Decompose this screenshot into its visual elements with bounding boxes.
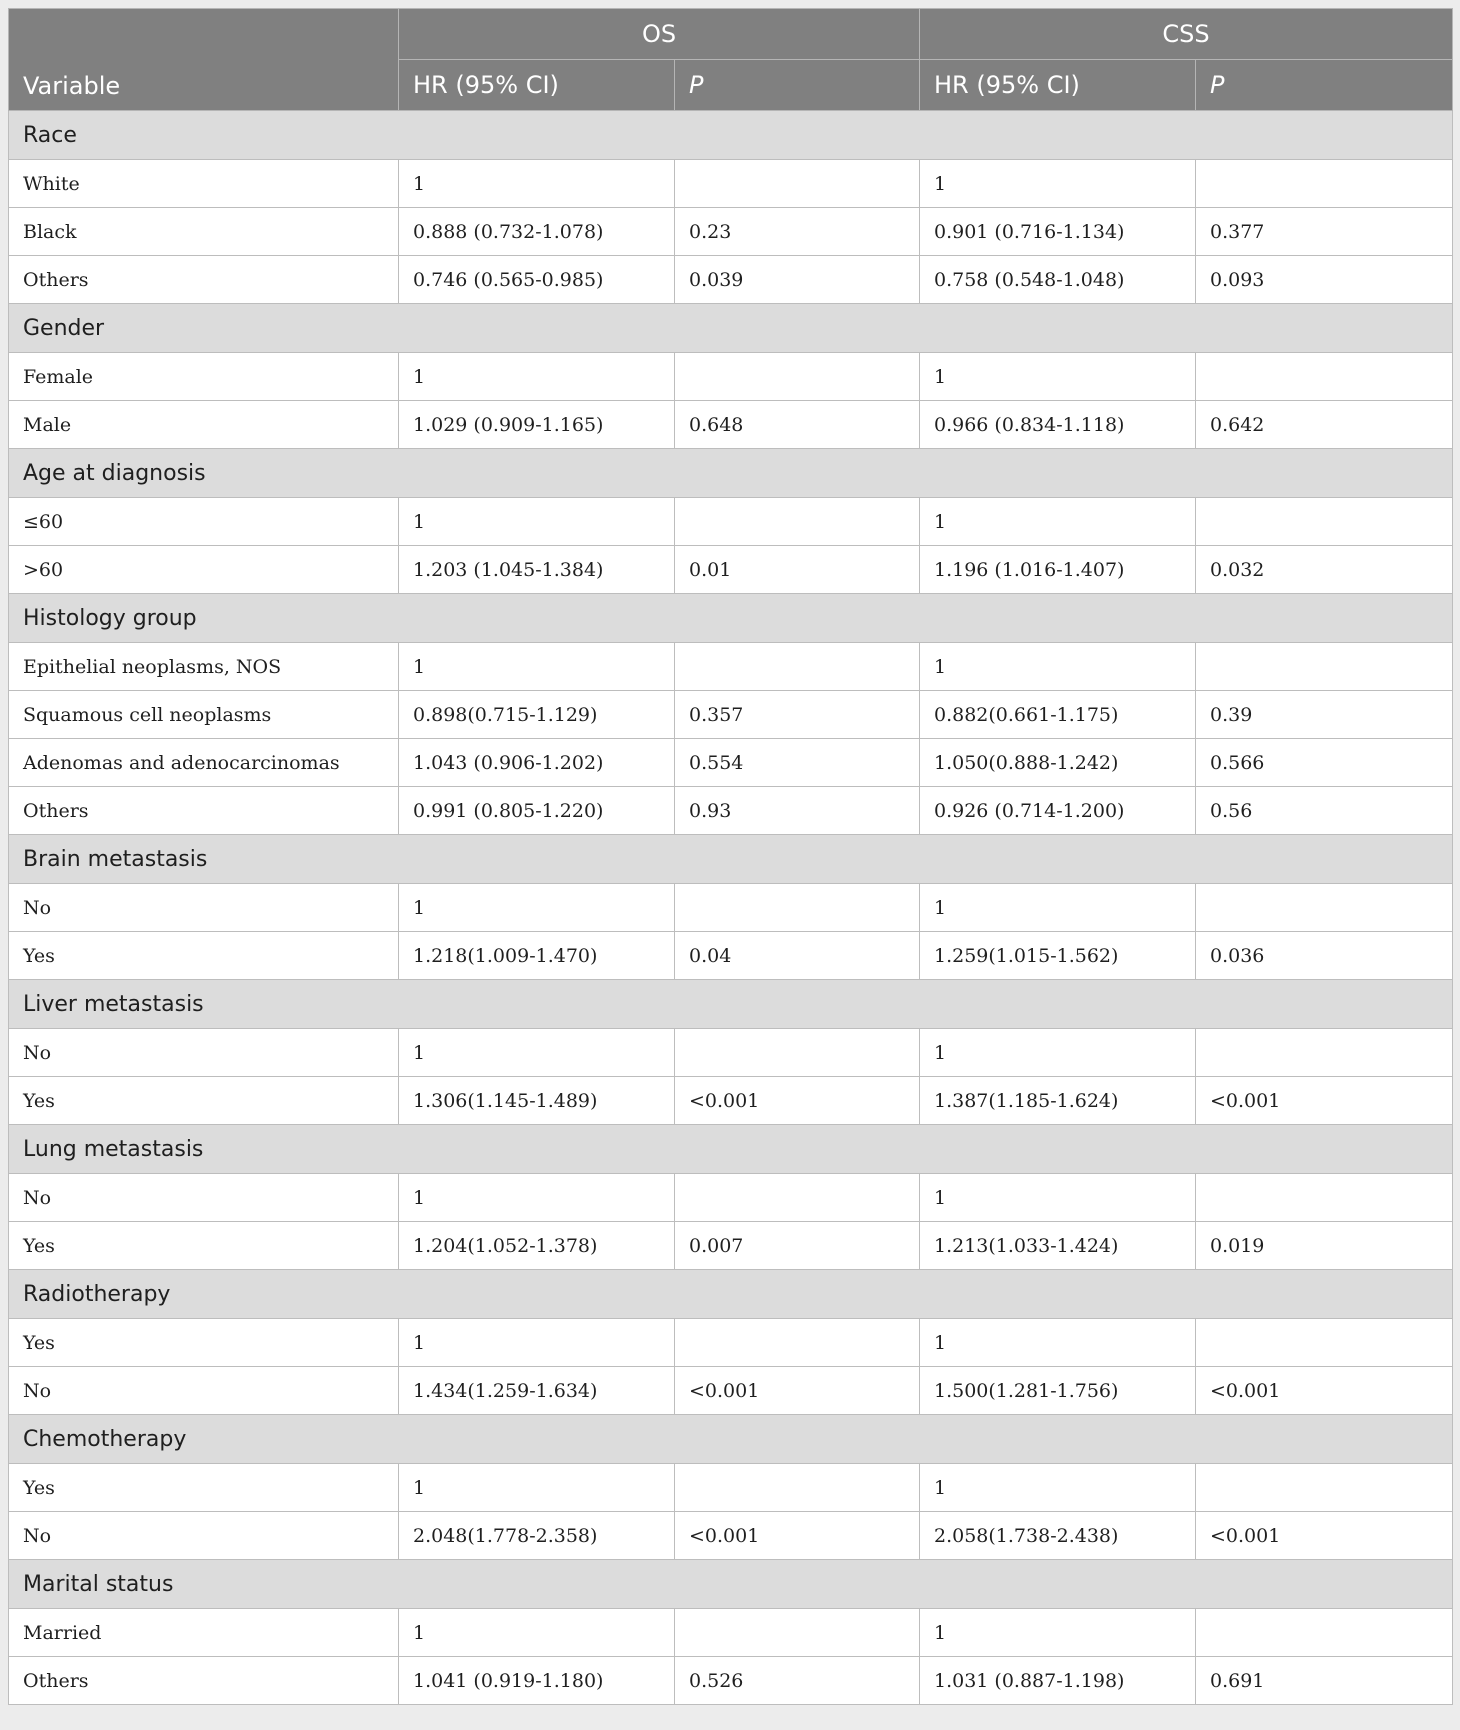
css-p-cell: 0.032	[1196, 546, 1453, 594]
css-p-cell: 0.019	[1196, 1222, 1453, 1270]
table-row	[9, 1174, 1453, 1222]
os-hr-cell: 1.306(1.145-1.489)	[399, 1077, 675, 1125]
css-hr-cell: 1.387(1.185-1.624)	[920, 1077, 1196, 1125]
table-row	[9, 1029, 1453, 1077]
os-hr-cell: 1	[399, 160, 675, 208]
os-hr-cell: 1.204(1.052-1.378)	[399, 1222, 675, 1270]
os-p-cell: 0.04	[675, 932, 920, 980]
table-row	[9, 643, 1453, 691]
table-row	[9, 884, 1453, 932]
os-hr-cell: 0.746 (0.565-0.985)	[399, 256, 675, 304]
css-hr-cell: 1	[920, 1319, 1196, 1367]
os-hr-cell: 1	[399, 1464, 675, 1512]
table-row	[9, 1077, 1453, 1125]
css-p-cell: <0.001	[1196, 1512, 1453, 1560]
os-hr-cell: 1	[399, 1029, 675, 1077]
os-hr-cell: 1	[399, 1609, 675, 1657]
row-label-cell: Female	[9, 353, 399, 401]
os-hr-cell: 1.043 (0.906-1.202)	[399, 739, 675, 787]
os-p-cell	[675, 1319, 920, 1367]
css-hr-cell: 1	[920, 498, 1196, 546]
row-label-cell: White	[9, 160, 399, 208]
table-row	[9, 1367, 1453, 1415]
os-p-cell: 0.648	[675, 401, 920, 449]
css-hr-cell: 1	[920, 643, 1196, 691]
row-label-cell: >60	[9, 546, 399, 594]
table-row	[9, 691, 1453, 739]
row-label-cell: Yes	[9, 932, 399, 980]
os-p-cell: 0.01	[675, 546, 920, 594]
os-hr-cell: 1.029 (0.909-1.165)	[399, 401, 675, 449]
os-hr-cell: 1.218(1.009-1.470)	[399, 932, 675, 980]
css-p-cell: 0.377	[1196, 208, 1453, 256]
os-p-cell	[675, 1609, 920, 1657]
css-p-cell	[1196, 643, 1453, 691]
row-label-cell: Yes	[9, 1222, 399, 1270]
table-row	[9, 739, 1453, 787]
os-p-cell: 0.554	[675, 739, 920, 787]
css-hr-cell: 1	[920, 1029, 1196, 1077]
header-os-hr: HR (95% CI)	[399, 60, 675, 111]
section-title: Race	[9, 111, 1453, 160]
css-p-cell: 0.642	[1196, 401, 1453, 449]
row-label-cell: Yes	[9, 1464, 399, 1512]
css-hr-cell: 2.058(1.738-2.438)	[920, 1512, 1196, 1560]
os-p-cell: 0.93	[675, 787, 920, 835]
row-label-cell: No	[9, 1367, 399, 1415]
results-table-container	[8, 8, 1452, 1705]
os-p-cell: 0.039	[675, 256, 920, 304]
table-row	[9, 1657, 1453, 1705]
os-hr-cell: 1.041 (0.919-1.180)	[399, 1657, 675, 1705]
css-hr-cell: 1	[920, 884, 1196, 932]
css-hr-cell: 0.966 (0.834-1.118)	[920, 401, 1196, 449]
row-label-cell: No	[9, 1029, 399, 1077]
row-label-cell: Squamous cell neoplasms	[9, 691, 399, 739]
css-hr-cell: 0.926 (0.714-1.200)	[920, 787, 1196, 835]
table-row	[9, 1512, 1453, 1560]
table-row	[9, 208, 1453, 256]
css-hr-cell: 0.901 (0.716-1.134)	[920, 208, 1196, 256]
css-p-cell	[1196, 160, 1453, 208]
os-hr-cell: 1	[399, 498, 675, 546]
os-p-cell: 0.23	[675, 208, 920, 256]
css-p-cell	[1196, 884, 1453, 932]
row-label-cell: No	[9, 884, 399, 932]
css-p-cell: 0.39	[1196, 691, 1453, 739]
css-hr-cell: 1.259(1.015-1.562)	[920, 932, 1196, 980]
css-hr-cell: 1	[920, 1464, 1196, 1512]
os-p-cell	[675, 884, 920, 932]
os-hr-cell: 2.048(1.778-2.358)	[399, 1512, 675, 1560]
section-header-row	[9, 980, 1453, 1029]
header-os-p: P	[675, 60, 920, 111]
os-p-cell	[675, 643, 920, 691]
os-p-cell	[675, 1029, 920, 1077]
table-row	[9, 787, 1453, 835]
row-label-cell: Yes	[9, 1077, 399, 1125]
os-p-cell: <0.001	[675, 1512, 920, 1560]
os-p-cell	[675, 1174, 920, 1222]
css-hr-cell: 1	[920, 1609, 1196, 1657]
header-css: CSS	[920, 9, 1453, 60]
css-p-cell	[1196, 1464, 1453, 1512]
table-row	[9, 498, 1453, 546]
os-hr-cell: 1	[399, 884, 675, 932]
os-hr-cell: 1	[399, 353, 675, 401]
header-css-hr: HR (95% CI)	[920, 60, 1196, 111]
section-title: Liver metastasis	[9, 980, 1453, 1029]
row-label-cell: Others	[9, 256, 399, 304]
section-header-row	[9, 1270, 1453, 1319]
os-p-cell	[675, 160, 920, 208]
row-label-cell: Others	[9, 787, 399, 835]
section-header-row	[9, 111, 1453, 160]
os-p-cell: 0.526	[675, 1657, 920, 1705]
section-header-row	[9, 304, 1453, 353]
css-p-cell	[1196, 1609, 1453, 1657]
css-hr-cell: 0.882(0.661-1.175)	[920, 691, 1196, 739]
section-header-row	[9, 835, 1453, 884]
table-row	[9, 546, 1453, 594]
table-row	[9, 401, 1453, 449]
row-label-cell: Adenomas and adenocarcinomas	[9, 739, 399, 787]
os-hr-cell: 1	[399, 643, 675, 691]
os-hr-cell: 1.434(1.259-1.634)	[399, 1367, 675, 1415]
row-label-cell: ≤60	[9, 498, 399, 546]
table-row	[9, 1319, 1453, 1367]
row-label-cell: Black	[9, 208, 399, 256]
css-p-cell	[1196, 353, 1453, 401]
row-label-cell: No	[9, 1512, 399, 1560]
os-hr-cell: 0.991 (0.805-1.220)	[399, 787, 675, 835]
table-row	[9, 160, 1453, 208]
os-p-cell	[675, 498, 920, 546]
css-p-cell: 0.093	[1196, 256, 1453, 304]
css-hr-cell: 1.050(0.888-1.242)	[920, 739, 1196, 787]
results-table	[8, 8, 1453, 1705]
css-hr-cell: 1	[920, 1174, 1196, 1222]
os-p-cell: 0.357	[675, 691, 920, 739]
section-header-row	[9, 449, 1453, 498]
css-hr-cell: 1.213(1.033-1.424)	[920, 1222, 1196, 1270]
row-label-cell: Epithelial neoplasms, NOS	[9, 643, 399, 691]
table-row	[9, 353, 1453, 401]
css-hr-cell: 1.196 (1.016-1.407)	[920, 546, 1196, 594]
css-p-cell	[1196, 1319, 1453, 1367]
css-p-cell	[1196, 498, 1453, 546]
css-p-cell: 0.566	[1196, 739, 1453, 787]
header-css-p: P	[1196, 60, 1453, 111]
table-row	[9, 932, 1453, 980]
table-row	[9, 1464, 1453, 1512]
table-body	[9, 111, 1453, 1705]
section-title: Chemotherapy	[9, 1415, 1453, 1464]
os-p-cell: <0.001	[675, 1077, 920, 1125]
css-hr-cell: 1	[920, 160, 1196, 208]
section-title: Histology group	[9, 594, 1453, 643]
row-label-cell: Male	[9, 401, 399, 449]
row-label-cell: Yes	[9, 1319, 399, 1367]
css-hr-cell: 1.031 (0.887-1.198)	[920, 1657, 1196, 1705]
row-label-cell: Others	[9, 1657, 399, 1705]
css-p-cell: 0.036	[1196, 932, 1453, 980]
css-hr-cell: 1	[920, 353, 1196, 401]
css-p-cell: 0.691	[1196, 1657, 1453, 1705]
section-title: Lung metastasis	[9, 1125, 1453, 1174]
section-header-row	[9, 1560, 1453, 1609]
css-hr-cell: 1.500(1.281-1.756)	[920, 1367, 1196, 1415]
row-label-cell: No	[9, 1174, 399, 1222]
section-header-row	[9, 1415, 1453, 1464]
os-hr-cell: 1	[399, 1319, 675, 1367]
table-row	[9, 1609, 1453, 1657]
os-hr-cell: 0.898(0.715-1.129)	[399, 691, 675, 739]
css-p-cell: <0.001	[1196, 1367, 1453, 1415]
section-title: Gender	[9, 304, 1453, 353]
header-os: OS	[399, 9, 920, 60]
css-p-cell: 0.56	[1196, 787, 1453, 835]
css-hr-cell: 0.758 (0.548-1.048)	[920, 256, 1196, 304]
section-header-row	[9, 594, 1453, 643]
section-title: Age at diagnosis	[9, 449, 1453, 498]
os-p-cell: <0.001	[675, 1367, 920, 1415]
section-title: Brain metastasis	[9, 835, 1453, 884]
row-label-cell: Married	[9, 1609, 399, 1657]
section-title: Radiotherapy	[9, 1270, 1453, 1319]
section-header-row	[9, 1125, 1453, 1174]
css-p-cell	[1196, 1174, 1453, 1222]
os-hr-cell: 1	[399, 1174, 675, 1222]
header-variable: Variable	[9, 9, 399, 111]
os-hr-cell: 1.203 (1.045-1.384)	[399, 546, 675, 594]
table-row	[9, 256, 1453, 304]
os-p-cell	[675, 1464, 920, 1512]
table-header	[9, 9, 1453, 111]
os-p-cell	[675, 353, 920, 401]
table-row	[9, 1222, 1453, 1270]
css-p-cell: <0.001	[1196, 1077, 1453, 1125]
os-hr-cell: 0.888 (0.732-1.078)	[399, 208, 675, 256]
os-p-cell: 0.007	[675, 1222, 920, 1270]
section-title: Marital status	[9, 1560, 1453, 1609]
css-p-cell	[1196, 1029, 1453, 1077]
